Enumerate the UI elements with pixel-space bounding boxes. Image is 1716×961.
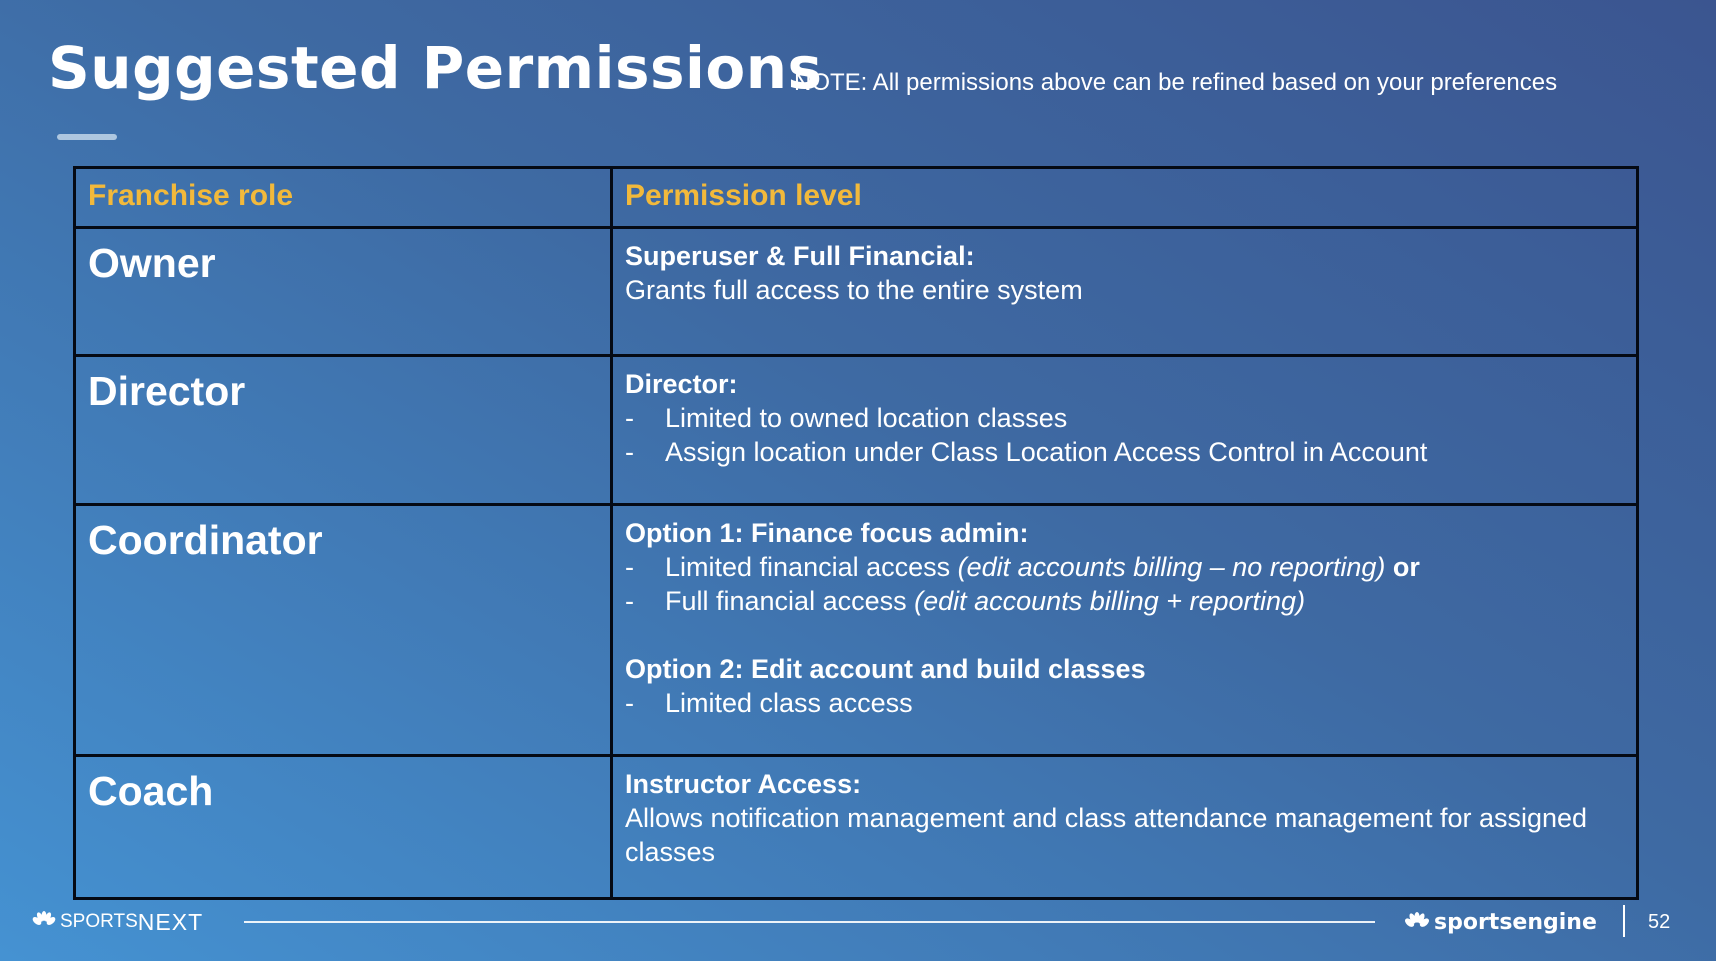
spacer (625, 618, 1624, 652)
option1-title: Option 1: Finance focus admin: (625, 518, 1029, 548)
permission-text: Grants full access to the entire system (625, 275, 1083, 305)
option2-title: Option 2: Edit account and build classes (625, 654, 1146, 684)
bullet-text: Full financial access (665, 586, 915, 616)
logo-text-next: NEXT (137, 908, 204, 935)
bullet-dash: - (625, 688, 634, 718)
table-row-coordinator (75, 505, 1638, 756)
list-item (625, 686, 1624, 720)
bullet-text: Limited financial access (665, 552, 958, 582)
header-permission-level: Permission level (612, 168, 1638, 228)
bullet-italic-note: (edit accounts billing + reporting) (914, 586, 1306, 616)
page-number: 52 (1648, 911, 1671, 933)
header-franchise-role: Franchise role (75, 168, 612, 228)
permission-title: Instructor Access: (625, 769, 862, 799)
bullet-text: Assign location under Class Location Access Control in Account (665, 437, 1428, 467)
role-coach: Coach (75, 756, 612, 899)
table-row-coach (75, 756, 1638, 899)
bullet-dash: - (625, 552, 634, 582)
sportsengine-logo (1404, 908, 1597, 936)
list-item (625, 550, 1624, 584)
list-item (625, 401, 1624, 435)
table-row-owner (75, 228, 1638, 356)
sportsnext-logo (32, 910, 203, 934)
nbc-peacock-icon (32, 911, 56, 933)
bullet-italic-note: (edit accounts billing – no reporting) (957, 552, 1386, 582)
bullet-dash: - (625, 586, 634, 616)
permission-title: Director: (625, 369, 738, 399)
slide-note: NOTE: All permissions above can be refined based on your preferences (794, 69, 1558, 96)
bullet-text: Limited to owned location classes (665, 403, 1068, 433)
logo-text-sportsengine: sportsengine (1434, 909, 1597, 935)
bullet-dash: - (625, 437, 634, 467)
nbc-peacock-icon (1404, 910, 1430, 935)
list-item (625, 584, 1624, 618)
bullet-text: Limited class access (665, 688, 913, 718)
list-item (625, 435, 1624, 469)
footer-vertical-divider (1623, 905, 1625, 937)
title-accent-bar (57, 134, 117, 140)
permission-title: Superuser & Full Financial: (625, 241, 975, 271)
logo-text-sports: SPORTS (60, 911, 138, 932)
role-director: Director (75, 356, 612, 505)
permission-director (612, 356, 1638, 505)
table-row-director (75, 356, 1638, 505)
permission-coordinator (612, 505, 1638, 756)
bullet-suffix: or (1385, 552, 1420, 582)
role-coordinator: Coordinator (75, 505, 612, 756)
permission-coach (612, 756, 1638, 899)
slide-title: Suggested Permissions (48, 34, 823, 102)
table-header-row (75, 168, 1638, 228)
bullet-dash: - (625, 403, 634, 433)
permission-text: Allows notification management and class attendance management for assigned classes (625, 803, 1588, 867)
permissions-table (73, 166, 1639, 900)
footer-divider-line (244, 921, 1375, 923)
permission-owner (612, 228, 1638, 356)
role-owner: Owner (75, 228, 612, 356)
